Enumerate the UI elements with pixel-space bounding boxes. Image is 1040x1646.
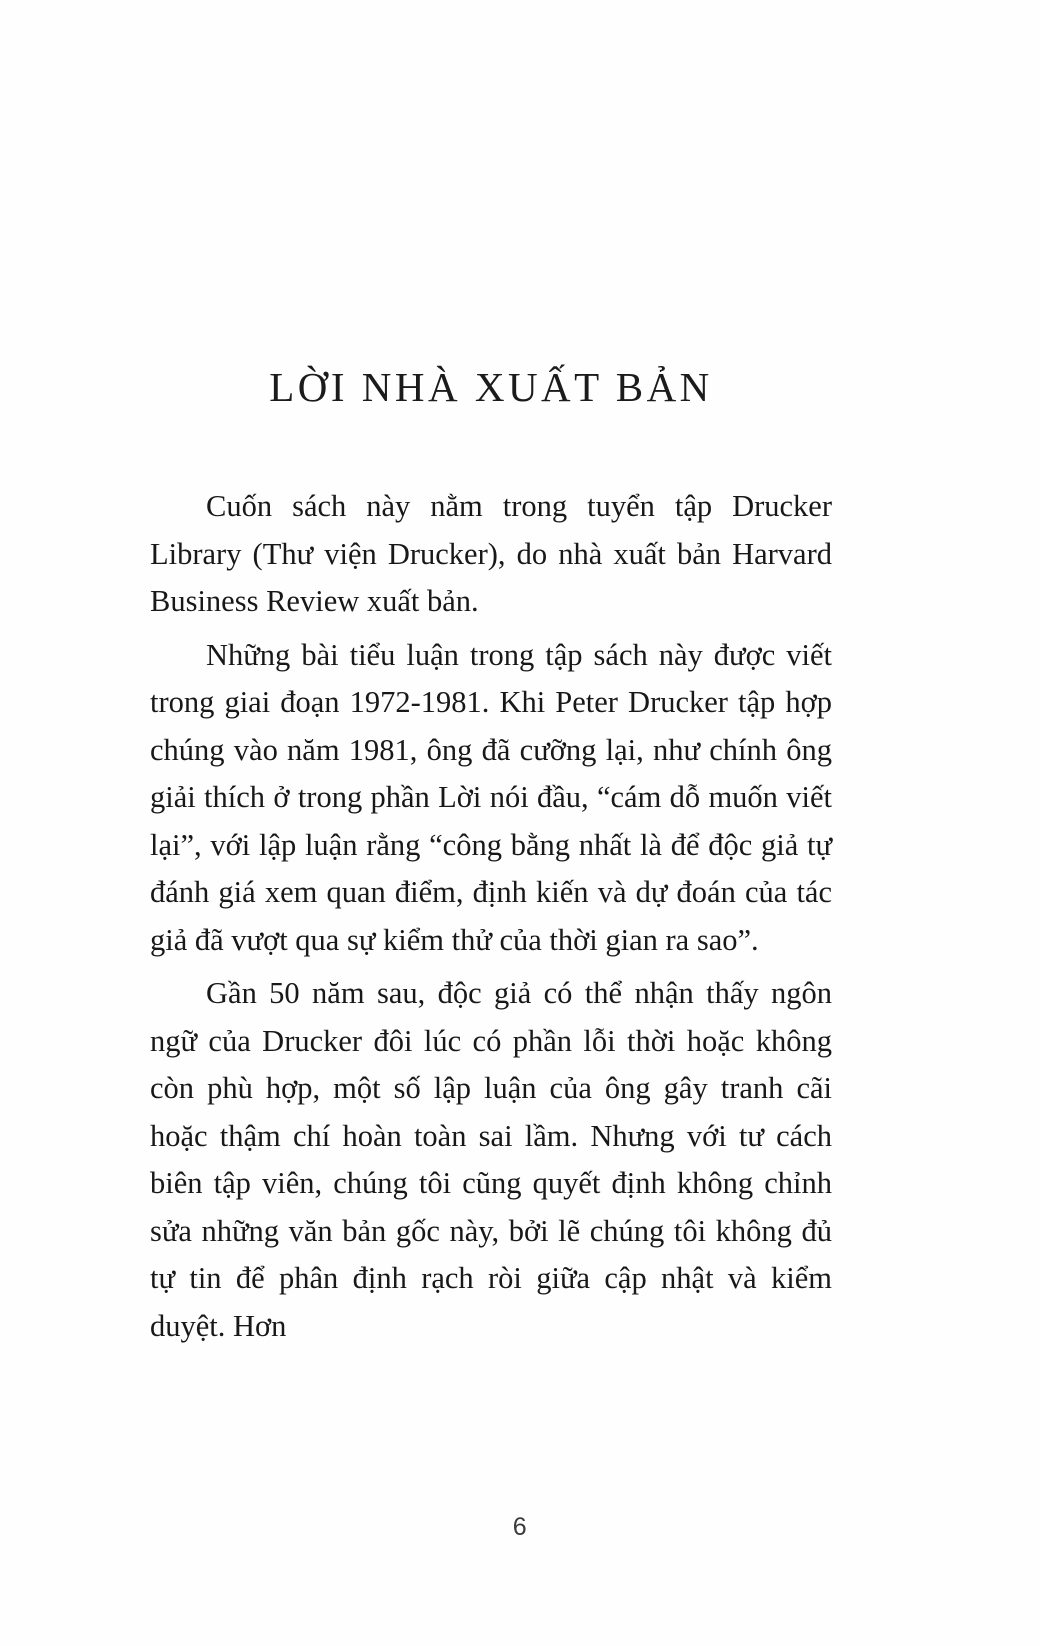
page-text-block: [150, 0, 832, 1646]
page-number: 6: [512, 1513, 528, 1541]
page-title: LỜI NHÀ XUẤT BẢN: [269, 364, 713, 411]
paragraph-1: Cuốn sách này nằm trong tuyển tập Drucker Library (Thư viện Drucker), do nhà xuất bản Harvard Business Review xuất bản.: [150, 489, 832, 618]
paragraph-3: Gần 50 năm sau, độc giả có thể nhận thấy ngôn ngữ của Drucker đôi lúc có phần lỗi thời hoặc không còn phù hợp, một số lập luận của ông gây tranh cãi hoặc thậm chí hoàn toàn sai lầm. Nhưng với tư cách biên tập viên, chúng tôi cũng quyết định không chỉnh sửa những văn bản gốc này, bởi lẽ chúng tôi không đủ tự tin để phân định rạch ròi giữa cập nhật và kiểm duyệt. Hơn: [150, 976, 832, 1343]
paragraph-2: Những bài tiểu luận trong tập sách này được viết trong giai đoạn 1972-1981. Khi Peter Drucker tập hợp chúng vào năm 1981, ông đã cưỡng lại, như chính ông giải thích ở trong phần Lời nói đầu, “cám dỗ muốn viết lại”, với lập luận rằng “công bằng nhất là để độc giả tự đánh giá xem quan điểm, định kiến và dự đoán của tác giả đã vượt qua sự kiểm thử của thời gian ra sao”.: [150, 637, 832, 957]
body-copy: [150, 483, 832, 1350]
